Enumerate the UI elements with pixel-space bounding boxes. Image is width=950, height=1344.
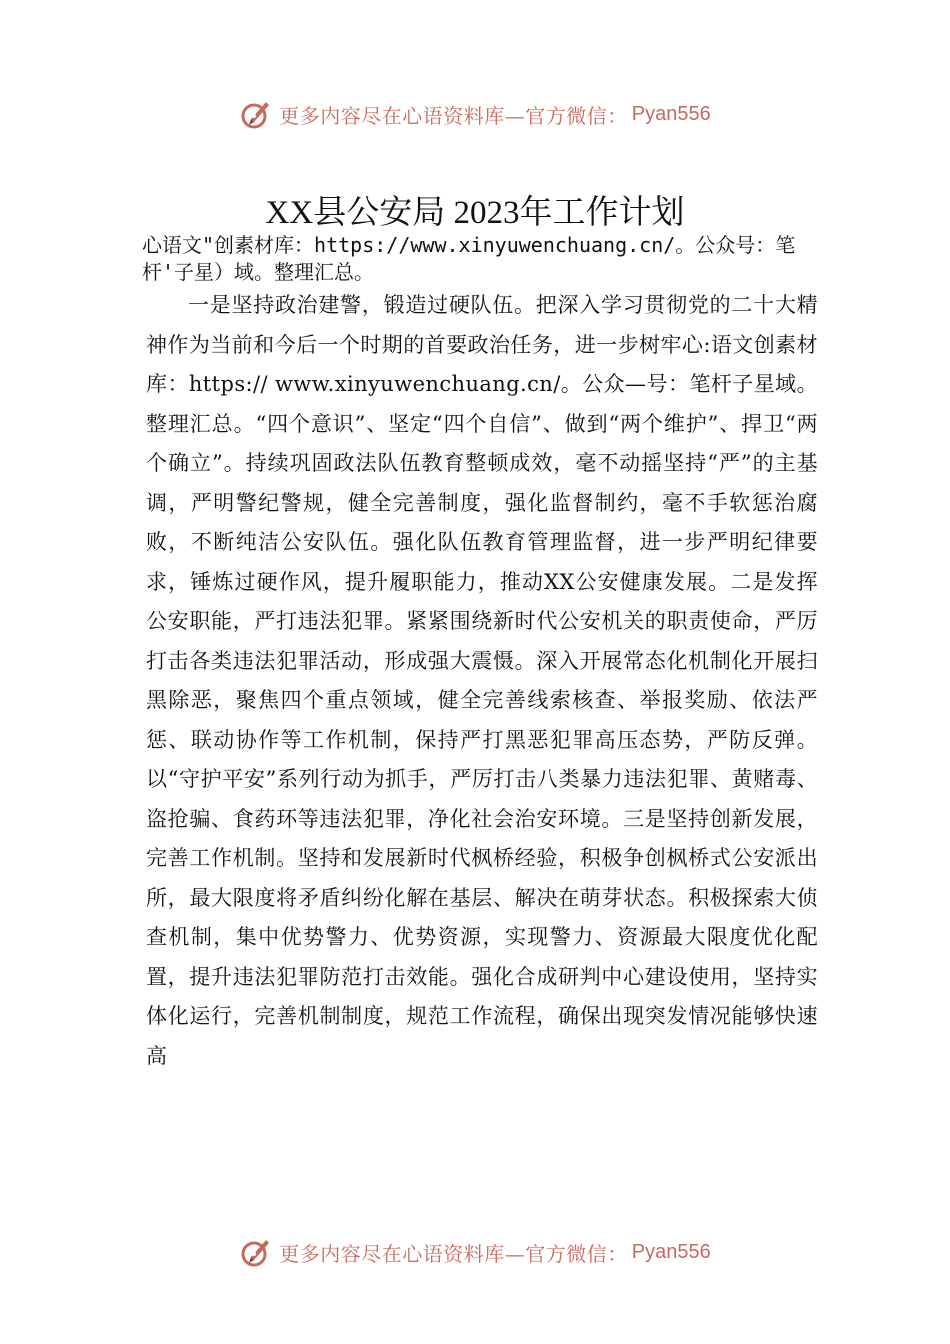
banner-wechat-id: Pyan556 (631, 1240, 711, 1263)
pen-logo-icon (239, 97, 273, 131)
pen-logo-icon (239, 1235, 273, 1269)
banner-text: 更多内容尽在心语资料库—官方微信： (279, 103, 628, 128)
source-note: 心语文"创素材库：https://www.xinyuwenchuang.cn/。公众号：笔杆'子星）域。整理汇总。 (142, 233, 796, 284)
document-title: XX县公安局 2023年工作计划 (265, 195, 685, 231)
header-banner (0, 94, 950, 134)
banner-text: 更多内容尽在心语资料库—官方微信： (279, 1241, 628, 1266)
banner-wechat-id: Pyan556 (631, 102, 711, 125)
body-paragraph: 一是坚持政治建警，锻造过硬队伍。把深入学习贯彻党的二十大精神作为当前和今后一个时期的首要政治任务，进一步树牢心:语文创素材库：https:// www.xinyuwenchuang.cn/。公众—号：笔杆子星域。整理汇总。“四个意识”、坚定“四个自信”、做到“两个维护”、捍卫“两个确立”。持续巩固政法队伍教育整顿成效，毫不动摇坚持“严”的主基调，严明警纪警规，健全完善制度，强化监督制约，毫不手软惩治腐败，不断纯洁公安队伍。强化队伍教育管理监督，进一步严明纪律要求，锤炼过硬作风，提升履职能力，推动XX公安健康发展。二是发挥公安职能，严打违法犯罪。紧紧围绕新时代公安机关的职责使命，严厉打击各类违法犯罪活动，形成强大震慑。深入开展常态化机制化开展扫黑除恶，聚焦四个重点领域，健全完善线索核查、举报奖励、依法严惩、联动协作等工作机制，保持严打黑恶犯罪高压态势，严防反弹。以“守护平安”系列行动为抓手，严厉打击八类暴力违法犯罪、黄赌毒、盗抢骗、食药环等违法犯罪，净化社会治安环境。三是坚持创新发展，完善工作机制。坚持和发展新时代枫桥经验，积极争创枫桥式公安派出所，最大限度将矛盾纠纷化解在基层、解决在萌芽状态。积极探索大侦查机制，集中优势警力、优势资源，实现警力、资源最大限度优化配置，提升违法犯罪防范打击效能。强化合成研判中心建设使用，坚持实体化运行，完善机制制度，规范工作流程，确保出现突发情况能够快速高 (146, 293, 818, 1068)
footer-banner (0, 1232, 950, 1272)
